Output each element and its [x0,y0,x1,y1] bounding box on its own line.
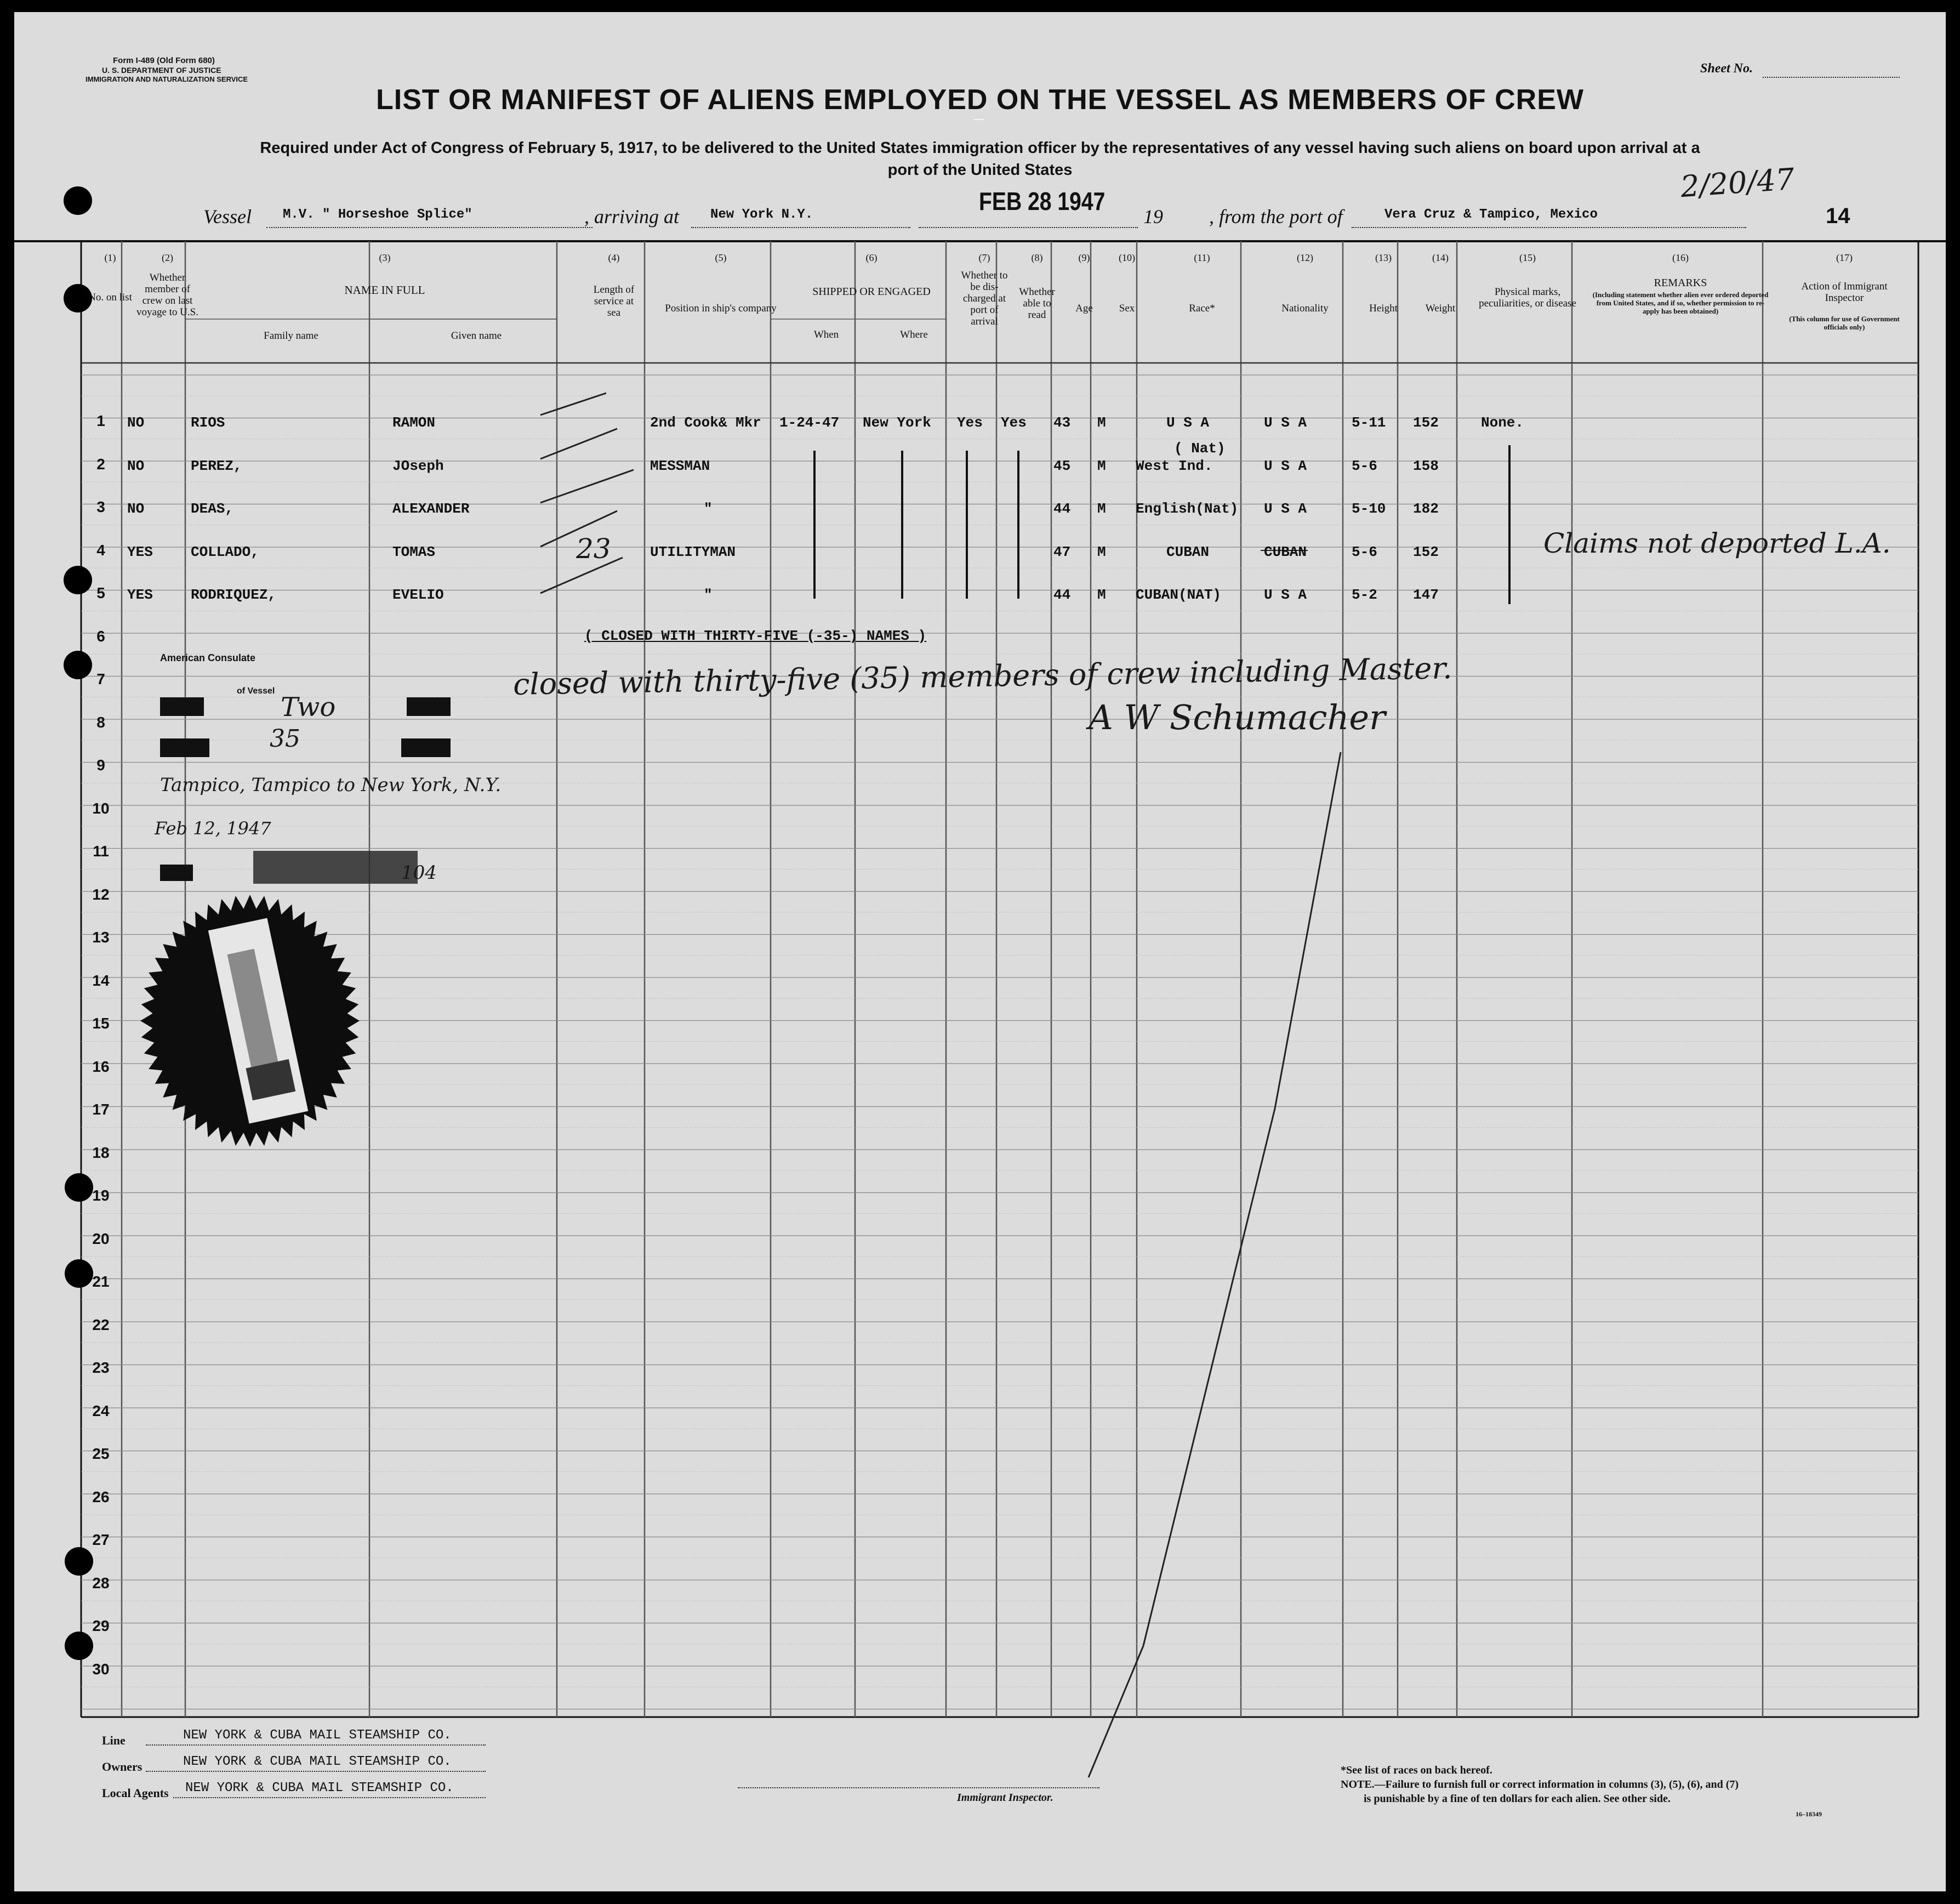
height-cell: 5-11 [1352,414,1386,431]
col-8-label: Whether able to read [1019,286,1055,321]
signature: A W Schumacher [1089,697,1386,737]
col-17-number: (17) [1836,252,1853,263]
position-cell: UTILITYMAN [650,543,736,560]
row-number: 22 [92,1316,110,1333]
col-1-number: (1) [104,252,116,263]
grid-line [1143,1109,1275,1646]
col-5-number: (5) [715,252,727,263]
col-14-label: Weight [1425,303,1456,314]
col-16-label: REMARKS [1654,277,1707,289]
subtitle-line-1: Required under Act of Congress of February 5, 1917, to be delivered to the United States immigration officer by the representatives of any vessel having such aliens on board upon arrival at a [260,139,1700,157]
family-name-cell: COLLADO, [191,543,259,560]
position-cell: 2nd Cook& Mkr [650,414,761,431]
sheet-number: 14 [1826,204,1850,228]
print-code: 16–18349 [1796,1810,1822,1818]
col-2-label: Whether member of crew on last voyage to U.S. [136,272,198,318]
note-penalty-1: NOTE.—Failure to furnish full or correct information in columns (3), (5), (6), and (7) [1341,1778,1739,1791]
prev-voyage-cell: YES [127,543,153,560]
row-number: 29 [92,1617,110,1634]
col-10-label: Sex [1119,303,1135,314]
row-number: 30 [92,1660,110,1678]
given-name-cell: EVELIO [392,587,444,603]
closing-typed: ( CLOSED WITH THIRTY-FIVE (-35-) NAMES ) [584,628,927,644]
stamp-line-4: 35 [270,725,300,753]
col-11-number: (11) [1194,252,1210,263]
given-name-cell: TOMAS [392,543,436,560]
shipped-where-cell: New York [863,414,931,431]
row-number: 24 [92,1402,110,1419]
col-9-label: Age [1075,303,1093,314]
row-number: 26 [92,1488,110,1505]
age-cell: 43 [1053,414,1071,431]
sex-cell: M [1097,587,1106,603]
redaction-block [407,697,451,716]
row-number: 3 [96,498,105,515]
row-number: 10 [92,799,110,817]
punch-hole [65,1547,93,1576]
row-number: 7 [96,670,105,687]
position-cell: " [704,501,713,517]
weight-cell: 152 [1413,414,1439,431]
col-3-label: NAME IN FULL [344,283,425,297]
subtitle-line-2: port of the United States [887,161,1073,179]
position-cell: MESSMAN [650,457,710,474]
prev-voyage-cell: NO [127,501,145,517]
race-cell: English(Nat) [1136,501,1239,517]
row-number: 8 [96,713,105,731]
col-6-number: (6) [865,252,878,263]
row-number: 16 [92,1058,110,1075]
row-number: 14 [92,971,110,989]
row-number: 20 [92,1230,110,1247]
able-to-read-cell: Yes [1001,414,1027,431]
col-4-label: Length of service at sea [593,284,635,319]
grid-line [1089,1646,1143,1777]
family-name-cell: PEREZ, [191,457,242,474]
weight-cell: 152 [1413,543,1439,560]
age-cell: 47 [1053,543,1071,560]
col-14-number: (14) [1432,252,1449,263]
col-7-number: (7) [978,252,990,263]
closing-handwritten: closed with thirty-five (35) members of crew including Master. [512,651,1452,702]
sex-cell: M [1097,414,1106,431]
row-number: 12 [92,885,110,903]
from-port-label: , from the port of [1209,206,1343,228]
redaction-block [160,697,204,716]
physical-marks-cell: None. [1481,414,1524,431]
col-3-family-label: Family name [264,330,318,342]
race-cell: CUBAN [1166,543,1210,560]
owners-underline [146,1771,486,1772]
owners-label: Owners [102,1760,143,1774]
col-6-label: SHIPPED OR ENGAGED [812,286,931,298]
col-13-label: Height [1369,303,1398,314]
redaction-block [253,851,418,884]
sex-cell: M [1097,457,1106,474]
form-number: Form I-489 (Old Form 680) [113,56,215,65]
from-port-underline [1352,227,1746,228]
col-16-sublabel: (Including statement whether alien ever ordered deported from United States, and if so, whether permission to re-apply has been obtained) [1592,291,1769,315]
weight-cell: 158 [1413,457,1439,474]
col-17-label: Action of Immigrant Inspector [1801,281,1888,304]
stamp-line-2: of Vessel [237,686,275,696]
sex-cell: M [1097,501,1106,517]
given-name-cell: RAMON [392,414,436,431]
shipped-when-cell: 1-24-47 [779,414,840,431]
agents-underline [173,1797,486,1798]
note-penalty-2: is punishable by a fine of ten dollars for each alien. See other side. [1364,1793,1671,1805]
col-17-sublabel: (This column for use of Government officials only) [1789,315,1900,331]
col-3-number: (3) [379,252,391,263]
col-10-number: (10) [1119,252,1135,263]
nationality-cell: U S A [1264,414,1307,431]
arriving-label: , arriving at [584,206,680,228]
redaction-block [160,738,209,757]
row-number: 15 [92,1015,110,1032]
row-number: 18 [92,1144,110,1161]
col-12-label: Nationality [1281,303,1329,314]
punch-hole [65,1632,93,1660]
row-number: 9 [96,757,105,774]
height-cell: 5-6 [1352,543,1377,560]
age-cell: 44 [1053,501,1071,517]
col-8-number: (8) [1031,252,1043,263]
row-number: 17 [92,1101,110,1118]
nationality-cell: U S A [1264,587,1307,603]
stamp-line-6: Feb 12, 1947 [155,818,271,839]
age-cell: 45 [1053,457,1071,474]
position-cell: " [704,587,713,603]
remark-row-4: Claims not deported L.A. [1543,527,1891,559]
row-number: 1 [96,412,105,429]
col-4-number: (4) [608,252,620,263]
height-cell: 5-2 [1352,587,1377,603]
col-6-when-label: When [813,329,839,340]
row-number: 13 [92,929,110,946]
arriving-port: New York N.Y. [710,207,813,222]
race-cell: West Ind. [1136,457,1213,474]
note-races: *See list of races on back hereof. [1341,1764,1492,1776]
manifest-sheet [14,12,1946,1891]
line-underline [146,1744,486,1746]
row-number: 28 [92,1574,110,1592]
row-number: 5 [96,584,105,601]
col-16-number: (16) [1672,252,1689,263]
row-number: 11 [93,843,109,860]
row-number: 27 [92,1531,110,1548]
col-6-where-label: Where [900,329,928,340]
inspector-line [738,1787,1099,1788]
col-1-label: No. on list [88,292,132,303]
row-number: 25 [92,1445,110,1462]
row-number: 19 [92,1187,110,1204]
punch-hole [64,186,92,215]
col-13-number: (13) [1375,252,1392,263]
age-cell: 44 [1053,587,1071,603]
col-15-label: Physical marks, peculiarities, or disease [1479,286,1576,309]
prev-voyage-cell: YES [127,587,153,603]
inspector-label: Immigrant Inspector. [957,1792,1053,1804]
col-12-number: (12) [1297,252,1313,263]
nationality-cell: U S A [1264,501,1307,517]
date-underline [919,227,1138,228]
date-stamp: FEB 28 1947 [979,187,1106,215]
row-number: 2 [96,455,105,473]
col-3-given-label: Given name [451,330,502,342]
vessel-label: Vessel [203,206,252,228]
weight-cell: 147 [1413,587,1439,603]
col-2-number: (2) [162,252,173,263]
family-name-cell: DEAS, [191,501,234,517]
agents-value: NEW YORK & CUBA MAIL STEAMSHIP CO. [185,1781,454,1795]
form-title: LIST OR MANIFEST OF ALIENS EMPLOYED ON THE VESSEL AS MEMBERS OF CREW [376,84,1584,116]
agents-label: Local Agents [102,1786,169,1800]
row-number: 4 [96,541,105,559]
consular-seal-icon [135,884,365,1147]
col-9-number: (9) [1078,252,1090,263]
family-name-cell: RIOS [191,414,225,431]
weight-cell: 182 [1413,501,1439,517]
sheet-no-label: Sheet No. [1700,61,1753,76]
stamp-line-3: Two [281,692,336,723]
prev-voyage-cell: NO [127,457,145,474]
height-cell: 5-6 [1352,457,1377,474]
row-number: 23 [92,1359,110,1376]
from-port: Vera Cruz & Tampico, Mexico [1384,207,1598,222]
family-name-cell: RODRIQUEZ, [191,587,277,603]
col-7-label: Whether to be dis-charged at port of arrival [961,270,1008,327]
given-name-cell: JOseph [392,457,444,474]
col-11-label: Race* [1189,303,1215,314]
discharged-cell: Yes [957,414,983,431]
grid-line [540,470,634,503]
redaction-block [401,738,451,757]
race-note-cell: ( Nat) [1174,440,1226,457]
service-row-4: 23 [576,533,611,565]
line-value: NEW YORK & CUBA MAIL STEAMSHIP CO. [183,1728,452,1743]
row-number: 6 [96,627,105,645]
nationality-cell: CUBAN [1264,543,1307,560]
race-cell: U S A [1166,414,1210,431]
department-name: U. S. DEPARTMENT OF JUSTICE [102,66,221,75]
sex-cell: M [1097,543,1106,560]
given-name-cell: ALEXANDER [392,501,470,517]
vessel-underline [266,227,592,228]
prev-voyage-cell: NO [127,414,145,431]
race-cell: CUBAN(NAT) [1136,587,1222,603]
line-label: Line [102,1734,126,1747]
redaction-block [160,865,193,881]
sheet-no-line [1763,77,1900,78]
grid-line [540,393,606,415]
arriving-underline [691,227,910,228]
col-5-label: Position in ship's company [665,303,777,314]
height-cell: 5-10 [1352,501,1386,517]
owners-value: NEW YORK & CUBA MAIL STEAMSHIP CO. [183,1754,452,1769]
consulate-stamp [144,643,502,900]
vessel-name: M.V. " Horseshoe Splice" [283,207,472,222]
stamp-line-5: Tampico, Tampico to New York, N.Y. [160,774,502,796]
stamp-line-1: American Consulate [160,652,256,663]
row-number: 21 [92,1273,110,1290]
grid-line [540,429,617,459]
service-name: IMMIGRATION AND NATURALIZATION SERVICE [86,75,248,83]
col-15-number: (15) [1519,252,1536,263]
handwritten-date: 2/20/47 [1679,161,1796,204]
nationality-cell: U S A [1264,457,1307,474]
year-label: 19 [1143,206,1163,228]
stamp-line-7: 104 [401,862,437,884]
